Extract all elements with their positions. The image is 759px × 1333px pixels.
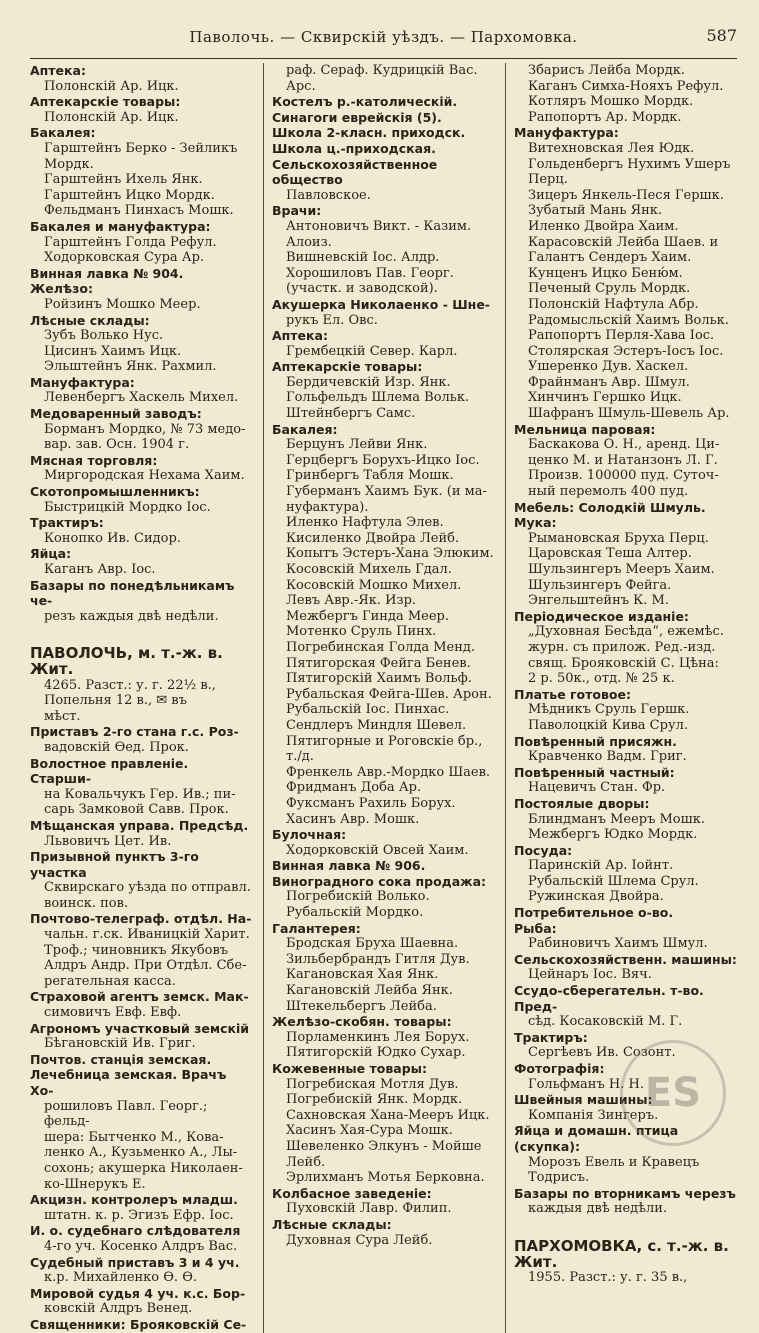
entry-line: Столярская Эстеръ-Іосъ Іос. xyxy=(528,343,724,359)
entry-line: Погребиская Мотля Дув. xyxy=(286,1076,459,1092)
entry-heading: Булочная: xyxy=(272,827,347,843)
entry-line: Каганъ Авр. Іос. xyxy=(44,562,156,577)
entry-line: Зубъ Волько Нус. xyxy=(44,328,164,344)
entry-line: Берцунъ Лейви Янк. xyxy=(286,437,428,453)
entry-line: 1955. Разст.: у. г. 35 в., xyxy=(528,1270,688,1286)
entry-heading: Базары по понедѣльникамъ че- xyxy=(30,577,235,609)
entry-line: Полонскій Ар. Ицк. xyxy=(44,78,179,94)
entry-line: к.р. Михайленко Ѳ. Ѳ. xyxy=(44,1270,197,1286)
entry-heading: Приставъ 2-го стана г.с. Роз- xyxy=(30,724,239,740)
entry-line: ковскій Алдръ Венед. xyxy=(44,1301,193,1317)
running-title: Паволочь. — Сквирскій уѣздъ. — Пархомовка. xyxy=(189,28,578,46)
entry-line: вадовскій Ѳед. Прок. xyxy=(44,739,189,755)
entry-line: Галантъ Сендеръ Хаим. xyxy=(528,250,692,266)
entry-line: Шульзингеръ Мееръ Хаим. xyxy=(528,562,715,577)
entry-heading: Сельскохозяйственное общество xyxy=(272,156,438,188)
entry-line: Пятигорская Фейга Бенев. xyxy=(286,655,471,671)
entry-line: Цейнаръ Іос. Вяч. xyxy=(528,967,652,983)
entry-heading: Бакалея и мануфактура: xyxy=(30,218,211,234)
entry-heading: Потребительное о-во. xyxy=(514,905,674,921)
entry-heading: Яйца: xyxy=(30,546,72,562)
entry-line: Арс. xyxy=(286,78,316,94)
entry-line: Конопко Ив. Сидор. xyxy=(44,530,181,546)
entry-heading: Трактиръ: xyxy=(514,1029,588,1045)
entry-line: Ружинская Двойра. xyxy=(528,889,664,905)
entry-heading: Платье готовое: xyxy=(514,686,631,702)
entry-heading: Аптека: xyxy=(30,63,86,78)
entry-line: Карасовскій Лейба Шаев. и xyxy=(528,234,719,250)
entry-line: Хасинъ Хая-Сура Мошк. xyxy=(286,1123,453,1139)
entry-line: Гринбергъ Табля Мошк. xyxy=(286,468,454,484)
entry-line: ко-Шнерукъ Е. xyxy=(44,1176,146,1192)
entry-line: сохонь; акушерка Николаен- xyxy=(44,1160,243,1176)
entry-line: резъ каждыя двѣ недѣли. xyxy=(44,608,219,624)
entry-line: Фельдманъ Пинхасъ Мошк. xyxy=(44,203,234,219)
entry-heading: Постоялые дворы: xyxy=(514,795,650,811)
entry-heading: Скотопромышленникъ: xyxy=(30,484,200,500)
entry-line: Полонскій Ар. Ицк. xyxy=(44,109,179,125)
entry-line: Хорошиловъ Пав. Георг. xyxy=(286,265,454,281)
entry-line: Мордк. xyxy=(44,156,94,172)
entry-heading: Желѣзо-скобян. товары: xyxy=(272,1014,452,1030)
entry-line: Губерманъ Хаимъ Бук. (и ма- xyxy=(286,484,487,500)
entry-heading: Бакалея: xyxy=(272,421,338,437)
entry-heading: Повѣренный частный: xyxy=(514,764,675,780)
entry-heading: Аптека: xyxy=(272,328,328,344)
entry-line: Борманъ Мордко, № 73 медо- xyxy=(44,421,246,437)
entry-heading: Мука: xyxy=(514,515,557,531)
entry-line: Мотенко Сруль Пинх. xyxy=(286,624,437,640)
entry-heading: Мануфактура: xyxy=(514,125,619,141)
entry-heading: И. о. судебнаго слѣдователя xyxy=(30,1223,241,1239)
entry-line: Штекельбергъ Лейба. xyxy=(286,998,437,1014)
entry-line: Зицеръ Янкель-Песя Гершк. xyxy=(528,187,724,203)
entry-heading: Священники: Брояковскій Се- xyxy=(30,1316,247,1332)
entry-line: Иленко Нафтула Элев. xyxy=(286,515,444,531)
entry-heading: Желѣзо: xyxy=(30,281,93,297)
entry-line: на Ковальчукъ Гер. Ив.; пи- xyxy=(44,786,236,802)
entry-heading: Почтово-телеграф. отдѣл. На- xyxy=(30,911,252,927)
entry-heading: Яйца и домашн. птица (скупка): xyxy=(514,1123,679,1154)
entry-heading: Лѣсные склады: xyxy=(30,312,150,328)
entry-line: Кисиленко Двойра Лейб. xyxy=(286,530,460,546)
entry-line: Полонскій Нафтула Абр. xyxy=(528,296,699,312)
entry-line: Шевеленко Элкунъ - Мойше xyxy=(286,1138,482,1154)
entry-line: Блиндманъ Мееръ Мошк. xyxy=(528,811,705,827)
entry-line: Эрлихманъ Мотья Берковна. xyxy=(286,1170,485,1186)
entry-line: рошиловъ Павл. Георг.; фельд- xyxy=(44,1098,208,1130)
entry-line: Фуксманъ Рахиль Борух. xyxy=(286,795,456,811)
entry-line: Гарштейнъ Берко - Зейликъ xyxy=(44,140,238,156)
entry-line: Грембецкій Север. Карл. xyxy=(286,343,458,359)
header-rule xyxy=(30,58,737,59)
entry-line: Штейнбергъ Самс. xyxy=(286,406,416,422)
entry-line: сарь Замковой Савв. Прок. xyxy=(44,802,229,818)
page-header xyxy=(30,22,737,52)
entry-line: Герцбергъ Борухъ-Ицко Іос. xyxy=(286,452,480,468)
entry-line: Межбергъ Гинда Меер. xyxy=(286,608,449,624)
entry-line: Троф.; чиновникъ Якубовъ xyxy=(44,942,229,958)
entry-line: Алоиз. xyxy=(286,234,332,250)
entry-heading: Медоваренный заводъ: xyxy=(30,406,202,422)
entry-line: Зубатый Мань Янк. xyxy=(528,203,663,219)
page-number: 587 xyxy=(706,26,737,45)
entry-line: Лейб. xyxy=(286,1154,326,1170)
entry-line: сѣд. Косаковскій М. Г. xyxy=(528,1014,683,1030)
entry-line: Сквирскаго уѣзда по отправл. xyxy=(44,880,251,896)
entry-heading: Періодическое изданіе: xyxy=(514,608,689,624)
entry-line: Пятигорскій Юдко Сухар. xyxy=(286,1045,466,1061)
entry-line: Ходорковскій Овсей Хаим. xyxy=(286,842,469,858)
entry-heading: Колбасное заведеніе: xyxy=(272,1185,432,1201)
entry-line: Гольфельдъ Шлема Вольк. xyxy=(286,390,470,406)
entry-line: Произв. 100000 пуд. Суточ- xyxy=(528,468,719,484)
entry-line: нуфактура). xyxy=(286,499,369,515)
entry-line: Энгельштейнъ К. М. xyxy=(528,593,669,609)
entry-line: Миргородская Нехама Хаим. xyxy=(44,468,245,484)
entry-line: Попельня 12 в., ✉ въ xyxy=(44,693,187,709)
entry-heading: Аптекарскіе товары: xyxy=(272,359,423,375)
entry-line: мѣст. xyxy=(44,708,81,724)
entry-line: (участк. и заводской). xyxy=(286,281,438,297)
entry-line: Левъ Авр.-Як. Изр. xyxy=(286,593,417,609)
entry-heading: Волостное правленіе. Старши- xyxy=(30,755,189,787)
entry-line: Паволоцкій Кива Срул. xyxy=(528,717,688,733)
entry-heading: Врачи: xyxy=(272,203,322,219)
entry-line: Фридманъ Доба Ар. xyxy=(286,780,422,796)
entry-line: журн. съ прилож. Ред.-изд. xyxy=(528,639,716,655)
entry-heading: Кожевенные товары: xyxy=(272,1061,427,1076)
entry-line: раф. Сераф. Кудрицкій Вас. xyxy=(286,63,478,78)
entry-heading: Повѣренный присяжн. xyxy=(514,733,677,749)
entry-heading: Бакалея: xyxy=(30,125,96,141)
entry-heading: Ссудо-сберегательн. т-во. Пред- xyxy=(514,983,704,1014)
entry-line: т./д. xyxy=(286,749,314,765)
entry-line: вар. зав. Осн. 1904 г. xyxy=(44,437,190,453)
entry-line: Нацевичъ Стан. Фр. xyxy=(528,780,666,796)
entry-line: Левенбергъ Хаскель Михел. xyxy=(44,390,239,406)
entry-heading: Мебель: Солодкій Шмуль. xyxy=(514,499,706,515)
entry-line: Погребинская Голда Менд. xyxy=(286,639,476,655)
entry-heading: Мировой судья 4 уч. к.с. Бор- xyxy=(30,1285,246,1301)
entry-line: Цисинъ Хаимъ Ицк. xyxy=(44,343,182,359)
entry-heading: Аптекарскіе товары: xyxy=(30,94,181,110)
entry-line: Шафранъ Шмуль-Шевель Ар. xyxy=(528,406,730,422)
entry-heading: Лечебница земская. Врачъ Хо- xyxy=(30,1067,227,1098)
entry-line: Гольденбергъ Нухимъ Ушеръ xyxy=(528,156,731,172)
entry-heading: Почтов. станція земская. xyxy=(30,1051,212,1067)
entry-line: Ходорковская Сура Ар. xyxy=(44,250,205,266)
entry-line: Радомысльскій Хаимъ Вольк. xyxy=(528,312,729,328)
columns xyxy=(30,63,737,1333)
entry-line: Духовная Сура Лейб. xyxy=(286,1232,433,1248)
entry-line: Витехновская Лея Юдк. xyxy=(528,140,695,156)
entry-line: Ройзинъ Мошко Меер. xyxy=(44,296,201,312)
entry-line: Вишневскій Іос. Алдр. xyxy=(286,250,440,266)
column-2 xyxy=(263,63,495,1333)
entry-line: рукъ Ел. Овс. xyxy=(286,312,378,328)
entry-line: Иленко Двойра Хаим. xyxy=(528,218,679,234)
library-stamp xyxy=(620,1040,726,1146)
entry-heading: Посуда: xyxy=(514,842,573,858)
stamp-letters: ES xyxy=(644,1070,702,1116)
entry-line: Гарштейнъ Ихель Янк. xyxy=(44,172,203,188)
entry-heading: Швейныя машины: xyxy=(514,1092,653,1108)
entry-heading: Синагоги еврейскія (5). xyxy=(272,109,442,125)
entry-line: Быстрицкій Мордко Іос. xyxy=(44,499,211,515)
entry-heading: Лѣсные склады: xyxy=(272,1216,392,1232)
entry-heading: Мясная торговля: xyxy=(30,452,158,468)
entry-heading: Винная лавка № 906. xyxy=(272,858,426,874)
entry-line: Шульзингеръ Фейга. xyxy=(528,577,672,593)
entry-line: Гарштейнъ Голда Рефул. xyxy=(44,234,217,250)
entry-line: Эльштейнъ Янк. Рахмил. xyxy=(44,359,217,375)
entry-heading: Акцизн. контролеръ младш. xyxy=(30,1192,238,1208)
entry-line: Фрайнманъ Авр. Шмул. xyxy=(528,374,690,390)
entry-line: Бердичевскій Изр. Янк. xyxy=(286,374,451,390)
entry-line: Пятигорскій Хаимъ Вольф. xyxy=(286,671,472,687)
entry-line: Бродская Бруха Шаевна. xyxy=(286,936,459,952)
entry-line: ленко А., Кузьменко А., Лы- xyxy=(44,1145,238,1161)
entry-heading: Школа 2-класн. приходск. xyxy=(272,125,466,141)
entry-line: штатн. к. р. Эгизъ Ефр. Іос. xyxy=(44,1207,234,1223)
entry-line: Погребискій Волько. xyxy=(286,889,430,905)
entry-line: Кагановскій Лейба Янк. xyxy=(286,983,453,999)
entry-line: каждыя двѣ недѣли. xyxy=(528,1201,668,1217)
entry-heading: Виноградного сока продажа: xyxy=(272,873,487,889)
entry-line: Межбергъ Юдко Мордк. xyxy=(528,827,698,843)
entry-heading: Мануфактура: xyxy=(30,374,135,390)
entry-heading: Рыба: xyxy=(514,920,557,936)
entry-heading: Акушерка Николаенко - Шне- xyxy=(272,296,490,312)
entry-heading: Страховой агентъ земск. Мак- xyxy=(30,989,249,1005)
entry-line: ный перемолъ 400 пуд. xyxy=(528,484,689,500)
entry-line: Царовская Теша Алтер. xyxy=(528,546,692,562)
entry-line: регательная касса. xyxy=(44,973,176,989)
entry-line: Кунценъ Ицко Беню́м. xyxy=(528,265,683,281)
entry-line: „Духовная Бесѣда“, ежемѣс. xyxy=(528,624,724,640)
entry-line: Косовскій Мошко Михел. xyxy=(286,577,462,593)
entry-line: Сендлеръ Миндля Шевел. xyxy=(286,717,467,733)
entry-line: Тодрисъ. xyxy=(528,1170,590,1186)
entry-line: Перц. xyxy=(528,172,568,188)
entry-line: свящ. Брояковскій С. Цѣна: xyxy=(528,655,719,671)
entry-line: Мѣдникъ Сруль Гершк. xyxy=(528,702,690,718)
entry-line: Антоновичъ Викт. - Казим. xyxy=(286,218,472,234)
entry-line: Бѣгановскій Ив. Григ. xyxy=(44,1036,196,1052)
entry-line: шера: Бытченко М., Кова- xyxy=(44,1129,224,1145)
entry-line: Баскакова О. Н., аренд. Ци- xyxy=(528,437,720,453)
entry-line: Гарштейнъ Ицко Мордк. xyxy=(44,187,215,203)
entry-line: Гольфманъ Н. Н. xyxy=(528,1076,644,1092)
entry-line: 2 р. 50к., отд. № 25 к. xyxy=(528,671,675,687)
entry-heading: Костелъ р.-католическій. xyxy=(272,94,458,110)
entry-line: Хасинъ Авр. Мошк. xyxy=(286,811,420,827)
entry-line: Копытъ Эстеръ-Хана Элюким. xyxy=(286,546,494,562)
column-1 xyxy=(30,63,253,1333)
entry-line: Рубальская Фейга-Шев. Арон. xyxy=(286,686,492,702)
entry-line: Пятигорные и Роговскіе бр., xyxy=(286,733,483,749)
column-3 xyxy=(505,63,737,1333)
town-heading: ПАВОЛОЧЬ, м. т.-ж. в. Жит. xyxy=(30,644,223,678)
entry-heading: Призывной пунктъ 3-го участка xyxy=(30,849,199,880)
entry-heading: Агрономъ участковый земскій xyxy=(30,1020,250,1036)
entry-line: воинск. пов. xyxy=(44,895,129,911)
entry-line: Кагановская Хая Янк. xyxy=(286,967,439,983)
entry-line: Рапопортъ Ар. Мордк. xyxy=(528,109,682,125)
entry-line: Сергѣевъ Ив. Созонт. xyxy=(528,1045,676,1061)
entry-line: Косовскій Михель Гдал. xyxy=(286,562,452,577)
entry-line: Рубальскій Іос. Пинхас. xyxy=(286,702,450,718)
entry-line: Каганъ Симха-Нояхъ Рефул. xyxy=(528,78,724,94)
entry-line: Алдръ Андр. При Отдѣл. Сбе- xyxy=(44,958,247,974)
entry-line: Сахновская Хана-Мееръ Ицк. xyxy=(286,1107,490,1123)
entry-line: Рубальскій Шлема Срул. xyxy=(528,873,699,889)
entry-heading: Школа ц.-приходская. xyxy=(272,140,436,156)
entry-line: Френкель Авр.-Мордко Шаев. xyxy=(286,764,491,780)
entry-heading: Судебный приставъ 3 и 4 уч. xyxy=(30,1254,240,1270)
entry-line: Рымановская Бруха Перц. xyxy=(528,530,709,546)
entry-heading: Мѣщанская управа. Предсѣд. xyxy=(30,817,249,833)
entry-line: Ушеренко Дув. Хаскел. xyxy=(528,359,689,375)
entry-heading: Сельскохозяйственн. машины: xyxy=(514,951,737,967)
entry-heading: Мельница паровая: xyxy=(514,421,656,437)
entry-line: Морозъ Евель и Кравецъ xyxy=(528,1154,700,1170)
entry-line: Рабиновичъ Хаимъ Шмул. xyxy=(528,936,708,952)
entry-heading: Фотографія: xyxy=(514,1061,605,1076)
entry-line: Збарисъ Лейба Мордк. xyxy=(528,63,685,78)
town-heading: ПАРХОМОВКА, с. т.-ж. в. Жит. xyxy=(514,1236,729,1271)
entry-line: Пуховскій Лавр. Филип. xyxy=(286,1201,452,1217)
entry-line: 4265. Разст.: у. г. 22½ в., xyxy=(44,677,216,693)
entry-line: 4-го уч. Косенко Алдръ Вас. xyxy=(44,1238,238,1254)
entry-line: Компанія Зингеръ. xyxy=(528,1107,659,1123)
entry-line: Павловское. xyxy=(286,187,371,203)
entry-line: Погребискій Янк. Мордк. xyxy=(286,1092,463,1108)
entry-line: чальн. г.ск. Иваницкій Харит. xyxy=(44,927,250,943)
entry-line: Львовичъ Цет. Ив. xyxy=(44,833,172,849)
entry-line: Зильбербрандъ Гитля Дув. xyxy=(286,951,470,967)
entry-line: Паринскій Ар. Іойнт. xyxy=(528,858,674,874)
entry-line: симовичъ Евф. Евф. xyxy=(44,1005,182,1021)
entry-line: Котляръ Мошко Мордк. xyxy=(528,94,694,110)
entry-line: Печеный Сруль Мордк. xyxy=(528,281,691,297)
entry-line: Рубальскій Мордко. xyxy=(286,905,424,921)
entry-line: ценко М. и Натанзонъ Л. Г. xyxy=(528,452,718,468)
entry-line: Рапопортъ Перля-Хава Іос. xyxy=(528,328,715,344)
entry-heading: Галантерея: xyxy=(272,920,361,936)
entry-line: Кравченко Вадм. Григ. xyxy=(528,749,687,765)
entry-heading: Базары по вторникамъ черезъ xyxy=(514,1185,736,1201)
entry-line: Порламенкинъ Лея Борух. xyxy=(286,1029,470,1045)
entry-line: Хинчинъ Гершко Ицк. xyxy=(528,390,682,406)
entry-heading: Винная лавка № 904. xyxy=(30,265,184,281)
entry-heading: Трактиръ: xyxy=(30,515,104,531)
